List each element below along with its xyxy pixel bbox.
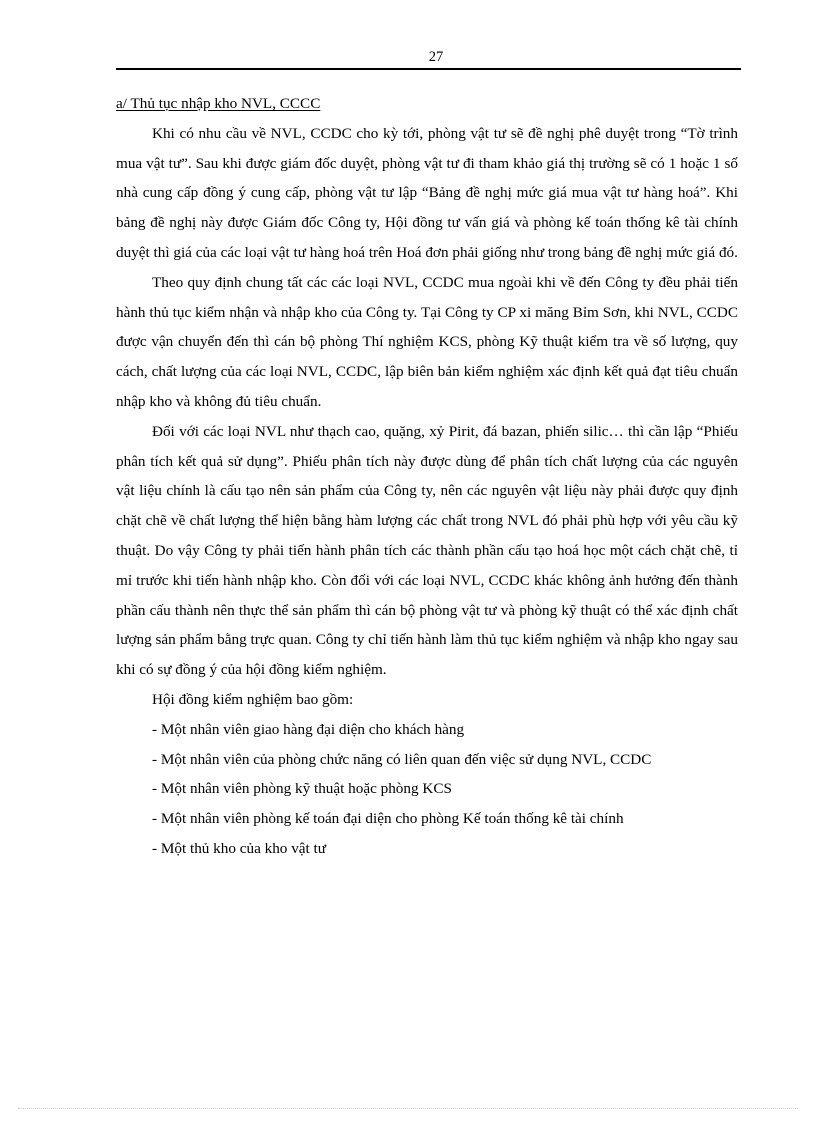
list-item: - Một nhân viên của phòng chức năng có liên quan đến việc sử dụng NVL, CCDC	[152, 750, 652, 768]
list-item: - Một nhân viên giao hàng đại diện cho khách hàng	[152, 720, 465, 738]
paragraph: Hội đồng kiểm nghiệm bao gồm:	[152, 690, 354, 708]
list-item: - Một nhân viên phòng kế toán đại diện cho phòng Kế toán thống kê tài chính	[152, 810, 624, 828]
section-title: a/ Thủ tục nhập kho NVL, CCCC	[116, 95, 321, 112]
paragraph: Đối với các loại NVL như thạch cao, quặng, xỷ Pirit, đá bazan, phiến silic… thì cần lập “Phiếu phân tích kết quả sử dụng”. Phiếu phân tích này được dùng để phân tích chất lượng của các nguyên vật liệu chính là cấu tạo nên sản phẩm của Công ty, nên các nguyên vật liệu này phải được quy định chặt chẽ về chất lượng thể hiện bằng hàm lượng các chất trong NVL đó phải phù hợp với yêu cầu kỹ thuật. Do vậy Công ty phải tiến hành phân tích các thành phần cấu tạo hoá học một cách chặt chẽ, tỉ mỉ trước khi tiến hành nhập kho. Còn đối với các loại NVL, CCDC khác không ảnh hưởng đến thành phần cấu thành nên thực thể sản phẩm thì cán bộ phòng vật tư và phòng kỹ thuật có thể xác định chất lượng sản phẩm bằng trực quan. Công ty chỉ tiến hành làm thủ tục kiểm nghiệm và nhập kho ngay sau khi có sự đồng ý của hội đồng kiểm nghiệm.	[116, 422, 738, 679]
header-rule	[116, 68, 741, 70]
paragraph: Khi có nhu cầu về NVL, CCDC cho kỳ tới, phòng vật tư sẽ đề nghị phê duyệt trong “Tờ trình mua vật tư”. Sau khi được giám đốc duyệt, phòng vật tư đi tham khảo giá thị trường sẽ có 1 hoặc 1 số nhà cung cấp đồng ý cung cấp, phòng vật tư lập “Bảng đề nghị mức giá mua vật tư hàng hoá”. Khi bảng đề nghị này được Giám đốc Công ty, Hội đồng tư vấn giá và phòng kế toán thống kê tài chính duyệt thì giá của các loại vật tư hàng hoá trên Hoá đơn phải giống như trong bảng đề nghị mức giá đó.	[116, 124, 738, 261]
list-item: - Một nhân viên phòng kỹ thuật hoặc phòng KCS	[152, 780, 452, 798]
list-item: - Một thủ kho của kho vật tư	[152, 839, 327, 857]
paragraph: Theo quy định chung tất các các loại NVL, CCDC mua ngoài khi về đến Công ty đều phải tiến hành thủ tục kiểm nhận và nhập kho của Công ty. Tại Công ty CP xi măng Bỉm Sơn, khi NVL, CCDC được vận chuyển đến thì cán bộ phòng Thí nghiệm KCS, phòng Kỹ thuật kiểm tra về số lượng, quy cách, chất lượng của các loại NVL, CCDC, lập biên bản kiểm nghiệm xác định kết quả đạt tiêu chuẩn nhập kho và không đủ tiêu chuẩn.	[116, 273, 738, 410]
page-content	[116, 89, 738, 864]
page-number: 27	[428, 49, 444, 65]
page-bottom-border	[18, 1108, 798, 1109]
